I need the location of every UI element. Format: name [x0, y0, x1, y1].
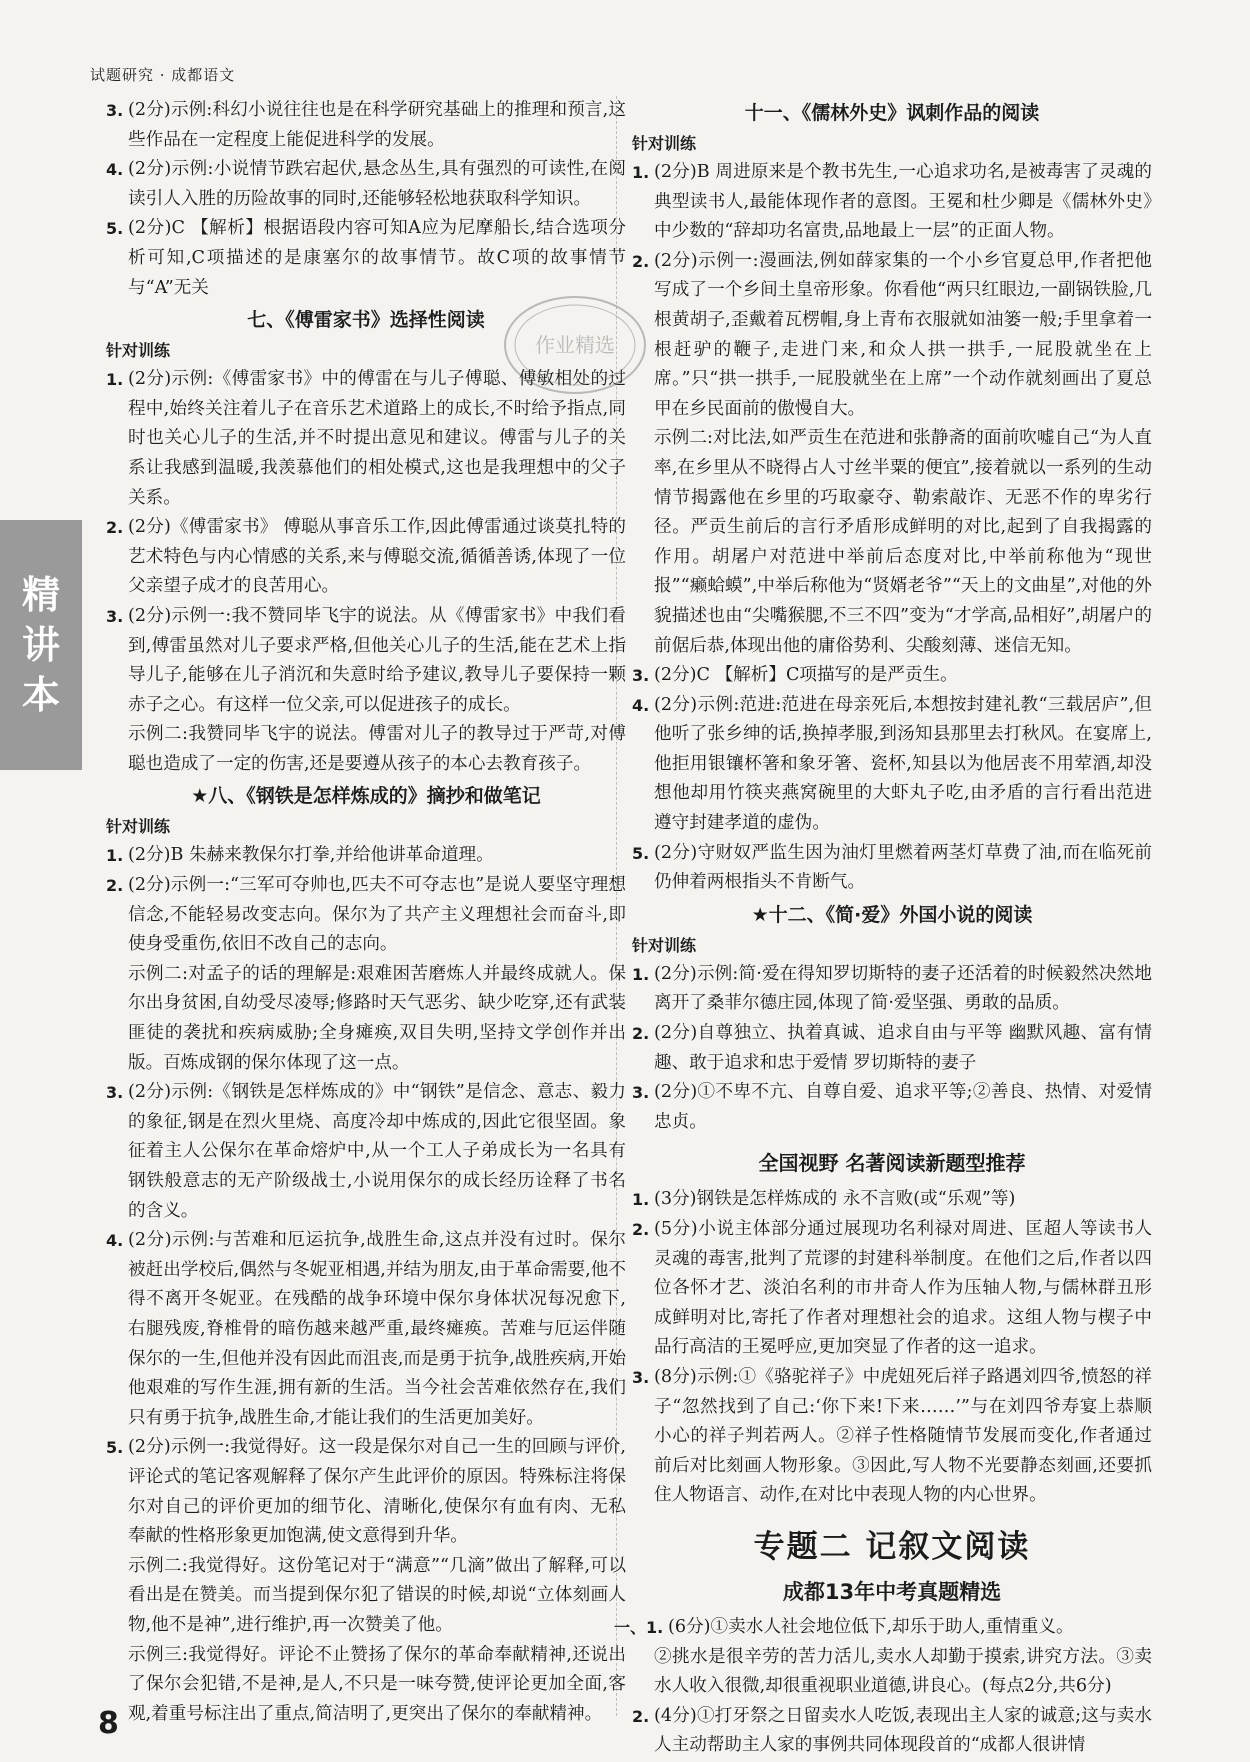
item-number: 2.: [632, 251, 650, 271]
answer-item: [632, 839, 1152, 898]
section-label: 针对训练: [106, 817, 171, 837]
page-header: 试题研究 · 成都语文: [90, 66, 236, 84]
item-extra: 示例二:我觉得好。这份笔记对于“满意”“几滴”做出了解释,可以看出是在赞美。而当提到保尔犯了错误的时候,却说“立体刻画人物,他不是神”,进行维护,再一次赞美了他。: [128, 1555, 626, 1635]
item-number: 4.: [632, 695, 650, 715]
answer-item: [632, 1019, 1152, 1078]
answer-item: [632, 158, 1152, 247]
answer-item: [106, 841, 626, 871]
item-number: 1.: [106, 846, 124, 866]
item-text: (2分)C 【解析】C项描写的是严贡生。: [654, 665, 958, 686]
answer-item: [632, 691, 1152, 839]
item-number: 5.: [106, 1438, 124, 1458]
item-text: (4分)①打牙祭之日留卖水人吃饭,表现出主人家的诚意;这与卖水人主动帮助主人家的事例共同体现段首的“成都人很讲情: [654, 1705, 1152, 1756]
item-number: 3.: [106, 606, 124, 626]
answer-item: [106, 214, 626, 303]
item-text: (2分)《傅雷家书》 傅聪从事音乐工作,因此傅雷通过谈莫扎特的艺术特色与内心情感的关系,来与傅聪交流,循循善诱,体现了一位父亲望子成才的良苦用心。: [128, 517, 626, 597]
side-tab-char-2: 讲: [21, 623, 60, 667]
topic-subtitle: 成都13年中考真题精选: [782, 1579, 1002, 1604]
item-number: 3.: [632, 1083, 650, 1103]
item-number: 2.: [106, 876, 124, 896]
side-tab-char-1: 精: [21, 573, 60, 617]
item-number: 1.: [646, 1617, 664, 1637]
item-text: (2分)示例:范进:范进在母亲死后,本想按封建礼教“三载居庐”,但他听了张乡绅的话,换掉孝服,到汤知县那里去打秋风。在宴席上,他拒用银镶杯箸和象牙箸、瓷杯,知县以为他居丧不用荤酒,却没想他却用竹筷夹燕窝碗里的大虾丸子吃,由矛盾的言行看出范进遵守封建孝道的虚伪。: [654, 694, 1152, 834]
item-text: (2分)C 【解析】根据语段内容可知A应为尼摩船长,结合选项分析可知,C项描述的是康塞尔的故事情节。故C项的故事情节与“A”无关: [128, 218, 626, 298]
item-text: (2分)示例一:我不赞同毕飞宇的说法。从《傅雷家书》中我们看到,傅雷虽然对儿子要求严格,但他关心儿子的生活,能在艺术上指导儿子,能够在儿子消沉和失意时给予建议,教导儿子要保持一颗赤子之心。有这样一位父亲,可以促进孩子的成长。: [128, 605, 626, 715]
answer-item: [106, 513, 626, 602]
item-number: 3.: [632, 1367, 650, 1387]
item-number: 5.: [106, 219, 124, 239]
item-text: (2分)自尊独立、执着真诚、追求自由与平等 幽默风趣、富有情趣、敢于追求和忠于爱情 罗切斯特的妻子: [654, 1023, 1152, 1073]
item-number: 2.: [632, 1024, 650, 1044]
item-number: 4.: [106, 160, 124, 180]
answer-item: [632, 1185, 1152, 1215]
side-tab-char-3: 本: [21, 673, 60, 717]
item-extra: 示例二:对孟子的话的理解是:艰难困苦磨炼人并最终成就人。保尔出身贫困,自幼受尽凌辱;修路时天气恶劣、缺少吃穿,还有武装匪徒的袭扰和疾病威胁;全身瘫痪,双目失明,坚持文学创作并出版。百炼成钢的保尔体现了这一点。: [128, 963, 626, 1073]
item-number: 5.: [632, 843, 650, 863]
item-text: (2分)示例:简·爱在得知罗切斯特的妻子还活着的时候毅然决然地离开了桑菲尔德庄园,体现了简·爱坚强、勇敢的品质。: [654, 963, 1152, 1014]
answer-item: [106, 602, 626, 720]
answer-item: [106, 1078, 626, 1226]
item-text: (2分)示例:科幻小说往往也是在科学研究基础上的推理和预言,这些作品在一定程度上能促进科学的发展。: [128, 100, 626, 150]
answer-item: [106, 1433, 626, 1551]
item-text: (2分)示例:《钢铁是怎样炼成的》中“钢铁”是信念、意志、毅力的象征,钢是在烈火里烧、高度冷却中炼成的,因此它很坚固。象征着主人公保尔在革命熔炉中,从一个工人子弟成长为一名具有钢铁般意志的无产阶级战士,小说用保尔的成长经历诠释了书名的含义。: [128, 1082, 626, 1221]
section-title-7: 七、《傅雷家书》选择性阅读: [247, 309, 485, 332]
answer-item: [632, 247, 1152, 425]
item-number: 1.: [106, 370, 124, 390]
answer-item: [632, 661, 1152, 691]
page-number: 8: [98, 1706, 119, 1741]
item-text: (2分)示例一:“三军可夺帅也,匹夫不可夺志也”是说人要坚守理想信念,不能轻易改变志向。保尔为了共产主义理想社会而奋斗,即使身受重伤,依旧不改自己的志向。: [128, 875, 626, 955]
answer-item: [106, 365, 626, 513]
item-text: (2分)示例:与苦难和厄运抗争,战胜生命,这点并没有过时。保尔被赶出学校后,偶然与冬妮亚相遇,并结为朋友,由于革命需要,他不得不离开冬妮亚。在残酷的战争环境中保尔身体状况每况愈下,右腿残废,脊椎骨的暗伤越来越严重,最终瘫痪。苦难与厄运伴随保尔的一生,但他并没有因此而沮丧,而是勇于抗争,战胜疾病,开始他艰难的写作生涯,拥有新的生活。当今社会苦难依然存在,我们只有勇于抗争,战胜生命,才能让我们的生活更加美好。: [128, 1230, 626, 1428]
item-number: 1.: [632, 163, 650, 182]
item-extra: 示例三:我觉得好。评论不止赞扬了保尔的革命奉献精神,还说出了保尔会犯错,不是神,是人,不只是一味夸赞,使评论更加全面,客观,着重号标注出了重点,简洁明了,更突出了保尔的奉献精神。: [128, 1644, 626, 1724]
item-text: (8分)示例:①《骆驼祥子》中虎妞死后祥子路遇刘四爷,愤怒的祥子“忽然找到了自己:‘你下来!下来……’”与在刘四爷寿宴上恭顺小心的祥子判若两人。②祥子性格随情节发展而变化,作者通过前后对比刻画人物形象。③因此,写人物不光要静态刻画,还要抓住人物语言、动作,在对比中表现人物的内心世界。: [654, 1366, 1152, 1506]
left-column: [106, 96, 626, 1729]
item-text: (6分)①卖水人社会地位低下,却乐于助人,重情重义。: [668, 1616, 1074, 1637]
answer-item: [106, 96, 626, 155]
topic-title: 专题二 记叙文阅读: [753, 1528, 1031, 1565]
item-number: 3.: [632, 666, 650, 686]
item-number: 4.: [106, 1231, 124, 1251]
item-text: (5分)小说主体部分通过展现功名利禄对周进、匡超人等读书人灵魂的毒害,批判了荒谬的封建科举制度。在他们之后,作者以四位各怀才艺、淡泊名利的市井奇人作为压轴人物,与儒林群丑形成鲜明对比,寄托了作者对理想社会的追求。这组人物与楔子中品行高洁的王冕呼应,更加突显了作者的这一追求。: [654, 1219, 1152, 1358]
answer-item: [632, 1363, 1152, 1511]
right-column: [614, 96, 1152, 1761]
item-number: 2.: [106, 518, 124, 538]
answer-item: [106, 871, 626, 960]
answer-item: [106, 1226, 626, 1433]
item-text: (2分)B 朱赫来教保尔打拳,并给他讲革命道理。: [128, 845, 494, 866]
answer-item: [632, 960, 1152, 1019]
item-number: 3.: [106, 1083, 124, 1103]
section-label: 针对训练: [106, 341, 171, 361]
item-text: (2分)①不卑不亢、自尊自爱、追求平等;②善良、热情、对爱情忠贞。: [654, 1082, 1152, 1132]
answer-item: [614, 1613, 1152, 1643]
section-title-11: 十一、《儒林外史》讽刺作品的阅读: [744, 102, 1040, 124]
answer-item: [106, 155, 626, 214]
item-number: 1.: [632, 964, 650, 984]
item-text: (2分)示例一:漫画法,例如薛家集的一个小乡官夏总甲,作者把他写成了一个乡间土皇帝形象。你看他“两只红眼边,一副锅铁脸,几根黄胡子,歪戴着瓦楞帽,身上青布衣服就如油篓一般;手里拿着一根赶驴的鞭子,走进门来,和众人拱一拱手,一屁股就坐在上席。”只“拱一拱手,一屁股就坐在上席”一个动作就刻画出了夏总甲在乡民面前的傲慢自大。: [654, 250, 1152, 419]
item-text: (2分)示例一:我觉得好。这一段是保尔对自己一生的回顾与评价,评论式的笔记客观解释了保尔产生此评价的原因。特殊标注将保尔对自己的评价更加的细节化、清晰化,使保尔有血有肉、无私奉献的性格形象更加饱满,使文意得到升华。: [128, 1437, 626, 1547]
item-number: 1.: [632, 1190, 650, 1210]
section-title-12: ★十二、《简·爱》外国小说的阅读: [751, 903, 1033, 926]
item-number: 3.: [106, 101, 124, 120]
section-label: 针对训练: [632, 134, 697, 153]
item-text: (2分)示例:小说情节跌宕起伏,悬念丛生,具有强烈的可读性,在阅读引人入胜的历险故事的同时,还能够轻松地获取科学知识。: [128, 159, 626, 209]
item-extra: ②挑水是很辛劳的苦力活儿,卖水人却勤于摸索,讲究方法。③卖水人收入很微,却很重视职业道德,讲良心。(每点2分,共6分): [654, 1646, 1152, 1697]
answer-item: [632, 1078, 1152, 1137]
item-text: (2分)守财奴严监生因为油灯里燃着两茎灯草费了油,而在临死前仍伸着两根指头不肯断气。: [654, 842, 1152, 893]
item-number: 2.: [632, 1220, 650, 1239]
answer-item: [632, 1215, 1152, 1363]
stamp-text: 作业精选: [535, 333, 615, 357]
item-extra: 示例二:我赞同毕飞宇的说法。傅雷对儿子的教导过于严苛,对傅聪也造成了一定的伤害,还是要遵从孩子的本心去教育孩子。: [128, 724, 626, 774]
side-tab: [0, 520, 82, 770]
item-text: (2分)示例:《傅雷家书》中的傅雷在与儿子傅聪、傅敏相处的过程中,始终关注着儿子在音乐艺术道路上的成长,不时给予指点,同时也关心儿子的生活,并不时提出意见和建议。傅雷与儿子的关系让我感到温暖,我羡慕他们的相处模式,这也是我理想中的父子关系。: [128, 369, 626, 508]
section-title-8: ★八、《钢铁是怎样炼成的》摘抄和做笔记: [191, 785, 541, 808]
item-extra: 示例二:对比法,如严贡生在范进和张静斋的面前吹嘘自己“为人直率,在乡里从不晓得占人寸丝半粟的便宜”,接着就以一系列的生动情节揭露他在乡里的巧取豪夺、勒索敲诈、无恶不作的卑劣行径。严贡生前后的言行矛盾形成鲜明的对比,起到了自我揭露的作用。胡屠户对范进中举前后态度对比,中举前称他为“现世报”“癞蛤蟆”,中举后称他为“贤婿老爷”“天上的文曲星”,对他的外貌描述也由“尖嘴猴腮,不三不四”变为“才学高,品相好”,胡屠户的前倨后恭,体现出他的庸俗势利、尖酸刻薄、迷信无知。: [654, 428, 1152, 656]
item-text: (2分)B 周进原来是个教书先生,一心追求功名,是被毒害了灵魂的典型读书人,最能体现作者的意图。王冕和杜少卿是《儒林外史》中少数的“辞却功名富贵,品地最上一层”的正面人物。: [654, 162, 1152, 242]
part-number: 一、: [614, 1617, 647, 1637]
item-text: (3分)钢铁是怎样炼成的 永不言败(或“乐观”等): [654, 1189, 1016, 1210]
answer-item: [632, 1702, 1152, 1761]
section-label: 针对训练: [632, 935, 697, 955]
section-title-national: 全国视野 名著阅读新题型推荐: [758, 1151, 1026, 1176]
item-number: 2.: [632, 1706, 650, 1726]
